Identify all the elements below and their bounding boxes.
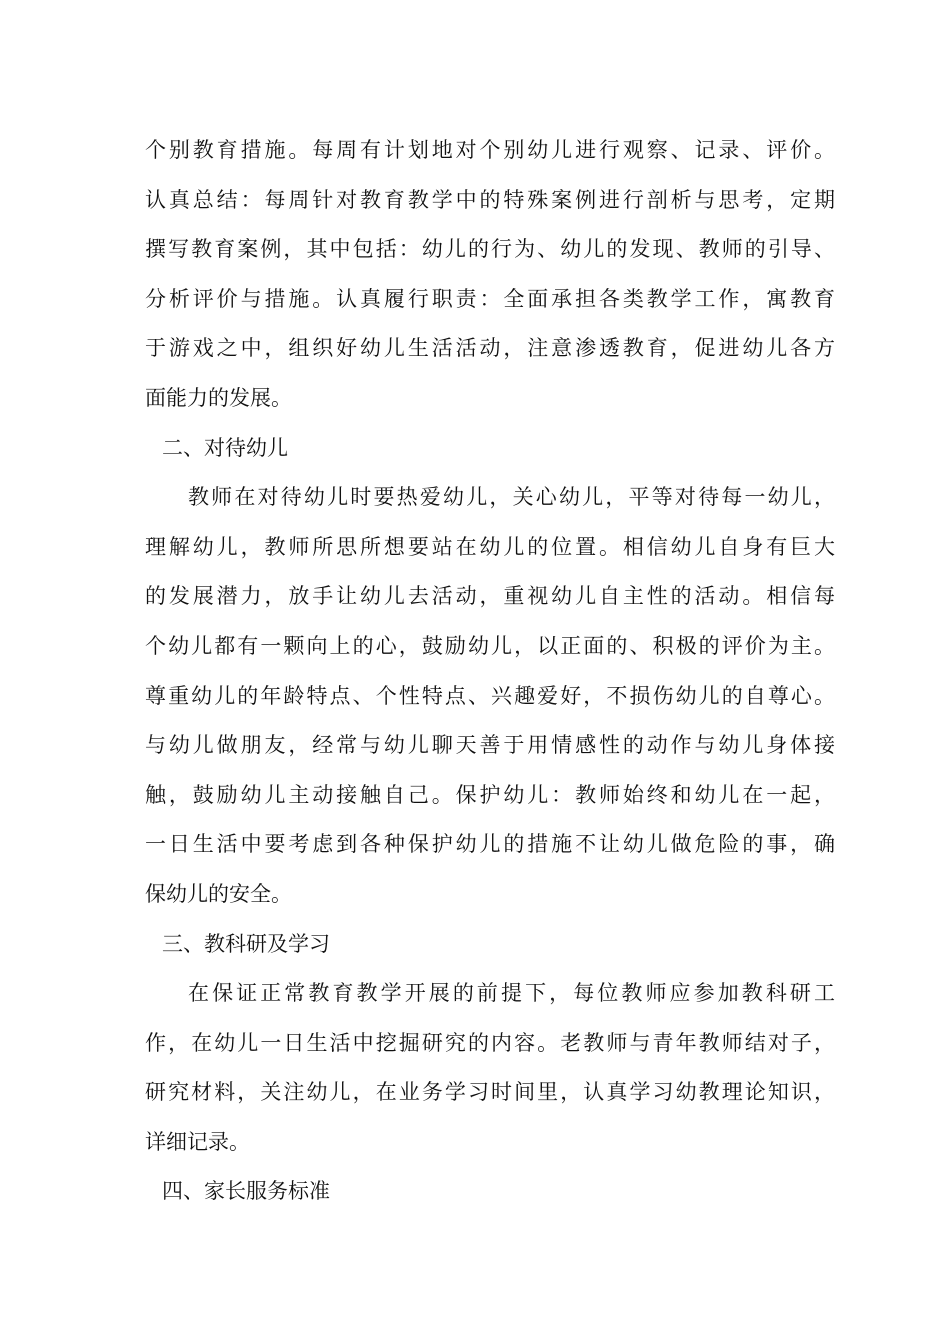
section-heading: 三、教科研及学习 [162, 931, 330, 956]
text-line: 触，鼓励幼儿主动接触自己。保护幼儿：教师始终和幼儿在一起， [145, 782, 835, 807]
text-line: 详细记录。 [145, 1129, 250, 1154]
text-line: 一日生活中要考虑到各种保护幼儿的措施不让幼儿做危险的事，确 [145, 832, 835, 857]
text-line: 的发展潜力，放手让幼儿去活动，重视幼儿自主性的活动。相信每 [145, 584, 835, 609]
text-line: 个幼儿都有一颗向上的心，鼓励幼儿，以正面的、积极的评价为主。 [145, 633, 835, 658]
text-line: 个别教育措施。每周有计划地对个别幼儿进行观察、记录、评价。 [145, 138, 835, 162]
text-line: 研究材料，关注幼儿，在业务学习时间里，认真学习幼教理论知识， [145, 1080, 835, 1105]
text-line: 保幼儿的安全。 [145, 881, 292, 906]
text-line: 于游戏之中，组织好幼儿生活活动，注意渗透教育，促进幼儿各方 [145, 336, 835, 361]
document-body [145, 126, 835, 1217]
text-line: 理解幼儿，教师所思所想要站在幼儿的位置。相信幼儿自身有巨大 [145, 534, 835, 559]
paragraph-first-line: 教师在对待幼儿时要热爱幼儿，关心幼儿，平等对待每一幼儿， [188, 485, 835, 510]
text-line: 撰写教育案例，其中包括：幼儿的行为、幼儿的发现、教师的引导、 [145, 237, 835, 262]
text-line: 与幼儿做朋友，经常与幼儿聊天善于用情感性的动作与幼儿身体接 [145, 733, 835, 758]
section-heading: 二、对待幼儿 [162, 435, 288, 460]
text-line: 分析评价与措施。认真履行职责：全面承担各类教学工作，寓教育 [145, 286, 835, 311]
text-line: 面能力的发展。 [145, 385, 292, 410]
section-heading: 四、家长服务标准 [162, 1179, 330, 1204]
text-line: 认真总结：每周针对教育教学中的特殊案例进行剖析与思考，定期 [145, 187, 835, 212]
text-line: 作，在幼儿一日生活中挖掘研究的内容。老教师与青年教师结对子， [145, 1030, 835, 1055]
text-line: 尊重幼儿的年龄特点、个性特点、兴趣爱好，不损伤幼儿的自尊心。 [145, 683, 835, 708]
paragraph-first-line: 在保证正常教育教学开展的前提下，每位教师应参加教科研工 [188, 981, 835, 1006]
